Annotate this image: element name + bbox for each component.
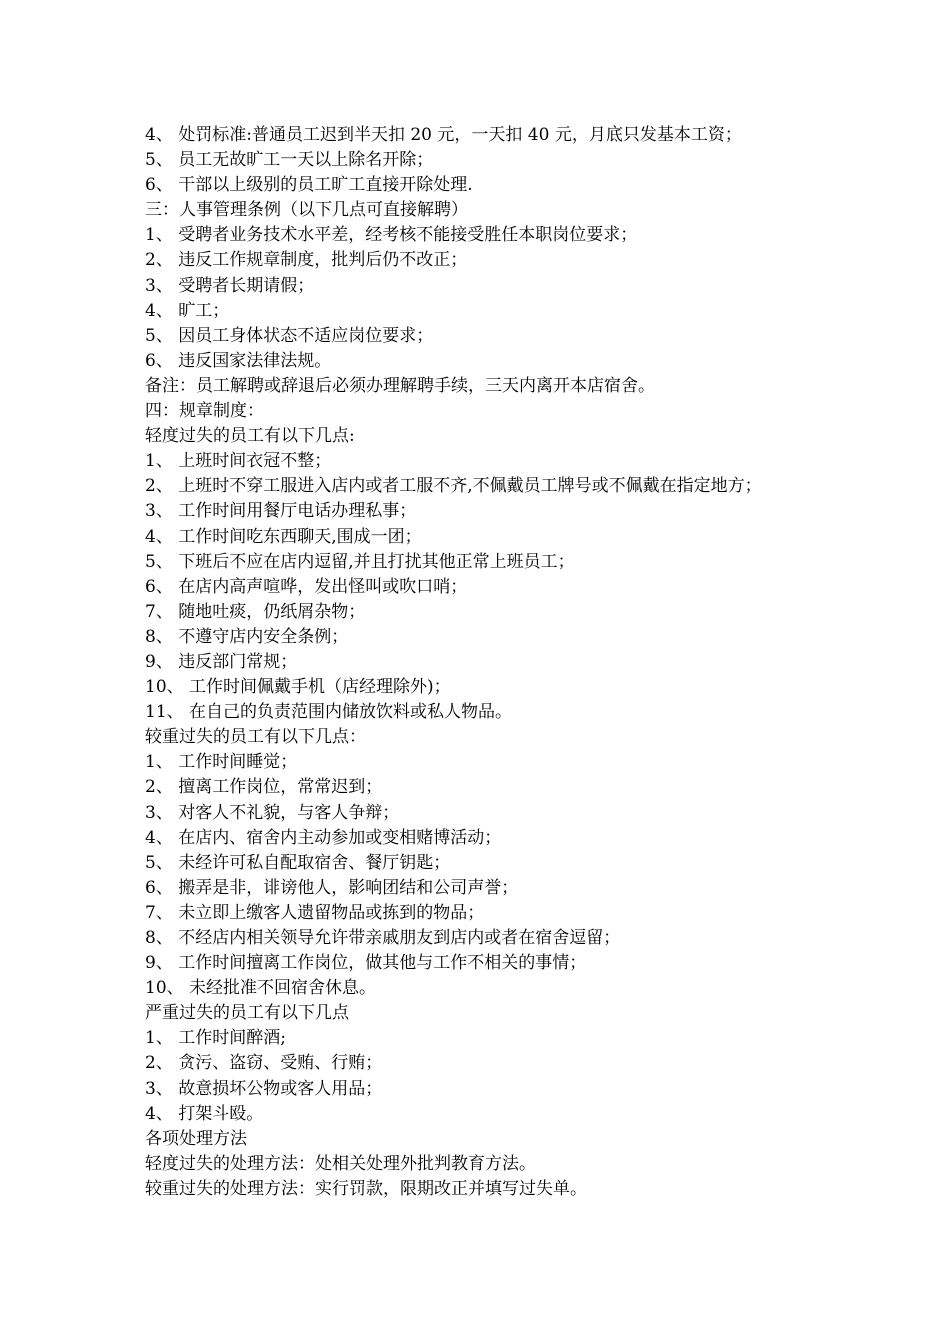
text-line: 1、 工作时间醉酒; (145, 1028, 286, 1049)
text-line: 7、 未立即上缴客人遗留物品或拣到的物品； (145, 902, 485, 923)
text-line: 2、 擅离工作岗位，常常迟到； (145, 777, 383, 798)
text-line: 1、 上班时间衣冠不整； (145, 451, 332, 472)
text-line: 9、 工作时间擅离工作岗位，做其他与工作不相关的事情； (145, 953, 587, 974)
text-line: 5、 下班后不应在店内逗留,并且打扰其他正常上班员工； (145, 551, 575, 572)
text-line: 8、 不经店内相关领导允许带亲戚朋友到店内或者在宿舍逗留； (145, 928, 621, 948)
text-line: 4、 打架斗殴。 (145, 1103, 264, 1124)
subheading: 严重过失的员工有以下几点 (145, 1003, 349, 1024)
note-line: 备注：员工解聘或辞退后必须办理解聘手续，三天内离开本店宿舍。 (145, 375, 655, 396)
text-line: 6、 搬弄是非，诽谤他人，影响团结和公司声誉； (145, 877, 519, 898)
text-line: 5、 因员工身体状态不适应岗位要求； (145, 325, 434, 346)
text-line: 1、 工作时间睡觉； (145, 752, 298, 773)
text-line: 3、 故意损坏公物或客人用品； (145, 1078, 383, 1099)
text-line: 4、 在店内、宿舍内主动参加或变相赌博活动； (145, 827, 502, 848)
text-line: 11、 在自己的负责范围内储放饮料或私人物品。 (145, 702, 513, 723)
text-line: 10、 工作时间佩戴手机（店经理除外)； (145, 677, 451, 698)
section-heading: 三：人事管理条例（以下几点可直接解聘） (145, 200, 468, 221)
text-line: 轻度过失的处理方法：处相关处理外批判教育方法。 (145, 1153, 536, 1174)
text-line: 3、 工作时间用餐厅电话办理私事； (145, 501, 417, 522)
text-line: 3、 对客人不礼貌，与客人争辩； (145, 802, 400, 823)
text-line: 5、 员工无故旷工一天以上除名开除； (145, 150, 434, 171)
text-line: 9、 违反部门常规； (145, 651, 298, 672)
text-line: 2、 违反工作规章制度，批判后仍不改正； (145, 250, 468, 271)
text-line: 5、 未经许可私自配取宿舍、餐厅钥匙； (145, 852, 451, 873)
text-line: 2、 上班时不穿工服进入店内或者工服不齐,不佩戴员工牌号或不佩戴在指定地方； (145, 476, 762, 497)
text-line: 6、 干部以上级别的员工旷工直接开除处理. (145, 175, 473, 196)
text-line: 1、 受聘者业务技术水平差，经考核不能接受胜任本职岗位要求； (145, 225, 638, 246)
text-line: 4、 处罚标准:普通员工迟到半天扣 20 元，一天扣 40 元，月底只发基本工资； (145, 125, 742, 145)
text-line: 7、 随地吐痰，仍纸屑杂物； (145, 601, 366, 622)
text-line: 较重过失的处理方法：实行罚款，限期改正并填写过失单。 (145, 1178, 587, 1199)
text-line: 8、 不遵守店内安全条例； (145, 626, 349, 647)
section-heading: 四：规章制度： (145, 401, 264, 422)
text-line: 4、 旷工； (145, 300, 230, 321)
text-line: 3、 受聘者长期请假； (145, 275, 315, 296)
subheading: 各项处理方法 (145, 1128, 247, 1149)
subheading: 较重过失的员工有以下几点： (145, 727, 366, 748)
text-line: 2、 贪污、盗窃、受贿、行贿； (145, 1053, 383, 1074)
subheading: 轻度过失的员工有以下几点: (145, 426, 355, 447)
document-body (145, 123, 825, 1202)
text-line: 6、 违反国家法律法规。 (145, 350, 332, 371)
text-line: 6、 在店内高声喧哗，发出怪叫或吹口哨； (145, 576, 468, 597)
text-line: 10、 未经批准不回宿舍休息。 (145, 978, 377, 999)
text-line: 4、 工作时间吃东西聊天,围成一团； (145, 526, 422, 547)
